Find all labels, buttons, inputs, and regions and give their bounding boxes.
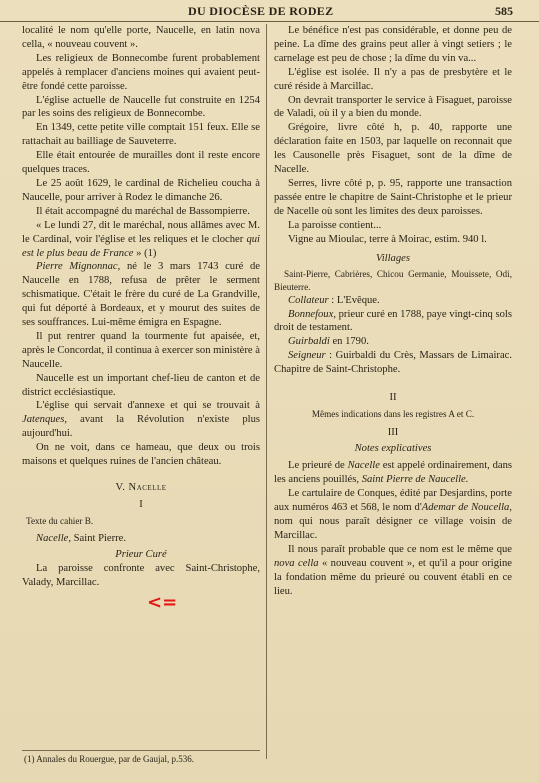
paragraph: L'église actuelle de Naucelle fut construite en 1254 par les soins des religieux de Bonnecombe. <box>22 94 260 120</box>
person-name: Ademar de Noucella <box>421 502 510 514</box>
paragraph-text: Le cartulaire de Conques, édité par Desjardins, porte aux numéros 463 et 568, le nom d' <box>274 488 512 514</box>
parish-name: Nacelle <box>36 533 69 545</box>
subheading: Villages <box>376 252 410 264</box>
paragraph: L'église est isolée. Il n'y a pas de presbytère et le curé réside à Marcillac. <box>274 66 512 92</box>
paragraph: localité le nom qu'elle porte, Naucelle, en latin nova cella, « nouveau couvent ». <box>22 25 260 50</box>
paragraph <box>274 543 512 599</box>
paragraph-text: « nouveau couvent », et qu'il a pour origine la fondation même du prieuré ou couvent établi en ce lieu. <box>274 557 512 597</box>
footnote: (1) Annales du Rouergue, par de Gaujal, p.536. <box>24 754 195 764</box>
section-number: III <box>387 426 399 438</box>
column-divider <box>266 24 267 759</box>
paragraph-text: Il nous paraît probable que ce nom est le même que <box>288 543 512 555</box>
quote-italic: qui est le plus beau de France <box>22 233 260 259</box>
person-name: Pierre Mignonnac <box>36 261 118 273</box>
paragraph <box>274 308 512 336</box>
quote-text: « Le lundi 27, dit le maréchal, nous allâmes avec M. le Cardinal, voir l'église et les reliques et le clocher <box>22 219 260 245</box>
paragraph: Le 25 août 1629, le cardinal de Richelieu coucha à Naucelle, pour arriver à Rodez le dimanche 26. <box>22 177 260 203</box>
paragraph: Serres, livre côté p, p. 95, rapporte une transaction passée entre le chapitre de Saint-Christophe et le prieur de Nacelle où sont les limites des deux paroisses. <box>274 177 512 217</box>
subheading: Prieur Curé <box>115 549 167 561</box>
section-number: II <box>389 392 397 404</box>
paragraph <box>274 335 512 349</box>
paragraph: Le bénéfice n'est pas considérable, et donne peu de peine. La dîme des grains peut aller à vingt setiers ; le carnelage est peu de chose ; la dîme du vin va... <box>274 25 512 64</box>
paragraph: Grégoire, livre côté h, p. 40, rapporte une déclaration faite en 1503, par laquelle on reconnait que les Causonelle près Fisaguet, sont de la dîme de Nacelle. <box>274 122 512 176</box>
term: Seigneur <box>288 350 326 362</box>
subheading: Notes explicatives <box>354 443 432 455</box>
paragraph: Vigne au Mioulac, terre à Moirac, estim. 940 l. <box>288 233 487 245</box>
person-name: Guirbaldi <box>288 336 330 348</box>
source-note: Texte du cahier B. <box>26 515 94 526</box>
paragraph <box>274 459 512 487</box>
paragraph: La paroisse confronte avec Saint-Christophe, Valady, Marcillac. <box>22 563 260 589</box>
paragraph: La paroisse contient... <box>288 219 382 231</box>
person-name: Bonnefoux <box>288 308 334 320</box>
paragraph: Elle était entourée de murailles dont il reste encore quelques traces. <box>22 150 260 176</box>
paragraph <box>274 349 512 377</box>
parish-saint: , Saint Pierre. <box>68 533 127 545</box>
red-arrow-annotation: <= <box>147 592 178 613</box>
indications-note: Mêmes indications dans les registres A et C. <box>311 408 475 419</box>
paragraph-text: Le prieuré de <box>288 460 348 472</box>
footnote-rule <box>22 750 260 751</box>
paragraph-text: : Guirbaldi du Crès, Massars de Limairac. Chapitre de Saint-Christophe. <box>274 350 512 376</box>
paragraph-text: , né le 3 mars 1743 curé de Naucelle en 1788, refusa de prêter le serment schismatique. C'était le frère du curé de La Grandville, qui fut déporté à Bordeaux, et y mourut des suites de ses souffrances. Lui-même émigra en Espagne. <box>22 261 260 329</box>
latin-term: nova cella <box>274 557 319 569</box>
paragraph: Les religieux de Bonnecombe furent probablement appelés à remplacer d'anciens moines qui avaient peut-être fondé cette paroisse. <box>22 52 260 92</box>
right-column <box>274 24 512 598</box>
paragraph: On ne voit, dans ce hameau, que deux ou trois maisons et quelques ruines de l'ancien château. <box>22 442 260 468</box>
paragraph: Naucelle est un important chef-lieu de canton et de district ecclésiastique. <box>22 372 260 398</box>
section-heading: V. Nacelle <box>115 482 167 493</box>
quote-end: » (1) <box>133 247 157 259</box>
quote-paragraph <box>22 219 260 261</box>
paragraph-text: , prieur curé en 1788, paye vingt-cinq sols droit de testament. <box>274 308 512 334</box>
page-header <box>0 3 539 22</box>
place-name: Jatenques <box>22 414 65 426</box>
paragraph-text: est appelé ordinairement, dans les anciens pouillés, <box>274 460 512 486</box>
subsection-number: I <box>139 498 143 510</box>
village-list: Saint-Pierre, Cabrières, Chicou Germanie, Mouissete, Odi, Bieuterre. <box>274 269 512 292</box>
paragraph-text: en 1790. <box>329 336 369 348</box>
paragraph <box>274 294 512 308</box>
paragraph: On devrait transporter le service à Fisaguet, paroisse de Valadi, où il y a bien du monde. <box>274 94 512 120</box>
running-title: DU DIOCÈSE DE RODEZ <box>188 4 334 18</box>
place-name: Nacelle <box>347 460 380 472</box>
paragraph-text: : L'Evêque. <box>328 294 380 306</box>
paragraph-text: L'église qui servait d'annexe et qui se trouvait à <box>36 400 260 412</box>
paragraph <box>22 260 260 330</box>
paragraph: Il était accompagné du maréchal de Bassompierre. <box>36 205 250 217</box>
paragraph: Il put rentrer quand la tourmente fut apaisée, et, après le Concordat, il continua à exercer son ministère à Naucelle. <box>22 330 260 370</box>
paragraph <box>22 399 260 441</box>
page-number: 585 <box>495 4 513 18</box>
left-column <box>22 24 260 590</box>
paragraph-text: , nom qui nous paraît désigner ce village voisin de Marcillac. <box>274 502 513 541</box>
parish-line <box>22 532 260 546</box>
place-name: Saint Pierre de Naucelle. <box>361 474 469 486</box>
term: Collateur <box>288 294 329 306</box>
paragraph: En 1349, cette petite ville comptait 151 feux. Elle se rattachait au bailliage de Sauveterre. <box>22 122 260 148</box>
paragraph-text: , avant la Révolution n'existe plus aujourd'hui. <box>22 414 260 440</box>
paragraph <box>274 487 512 543</box>
